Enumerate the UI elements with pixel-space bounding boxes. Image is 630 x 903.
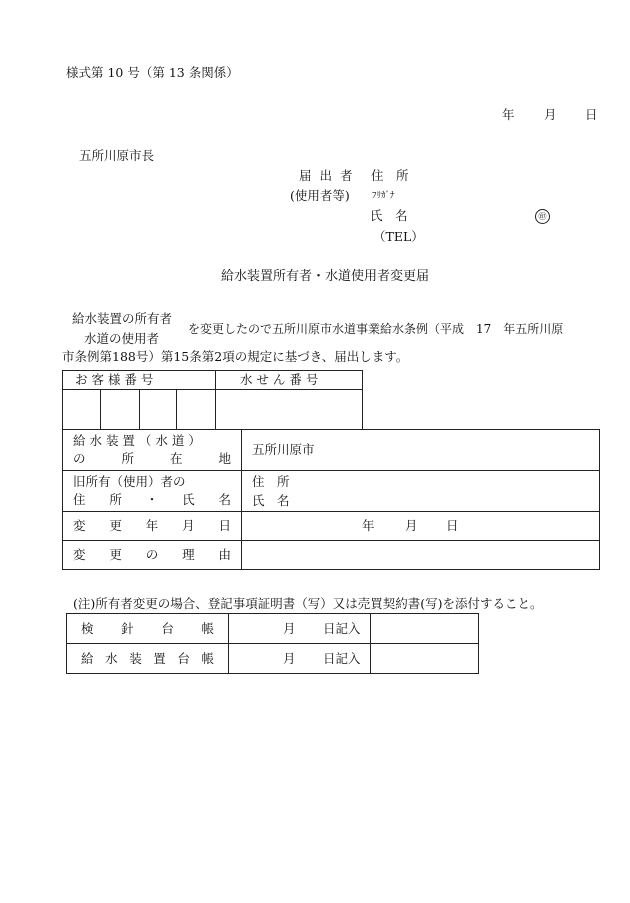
- ledger-device-chi: 置: [153, 650, 166, 666]
- old-owner-label-line-2: [73, 493, 231, 507]
- old-owner-label: [63, 471, 242, 512]
- change-date-label-kou: 更: [109, 518, 122, 534]
- old-owner-label-ju: 住: [73, 492, 86, 507]
- old-owner-label-sho: 所: [109, 492, 122, 507]
- ledger-meter-shin: 針: [121, 620, 134, 636]
- detail-table: [62, 429, 600, 570]
- location-label: [63, 430, 242, 471]
- ledger-meter-day: 日記入: [323, 621, 361, 636]
- old-owner-value[interactable]: [242, 471, 600, 512]
- ledger-device-sui: 水: [105, 650, 118, 666]
- customer-number-cell-2[interactable]: [101, 390, 139, 430]
- ledger-meter-chou: 帳: [201, 620, 214, 636]
- old-address-label: 住 所: [252, 473, 290, 489]
- tel-label: （TEL）: [373, 229, 424, 244]
- reason-label-text: [73, 548, 231, 562]
- location-label-line-1: [73, 434, 231, 448]
- location-label-line-2: [73, 452, 231, 466]
- ledger-row-meter-date[interactable]: [229, 614, 371, 644]
- body-line-1: を変更したので五所川原市水道事業給水条例（平成 17 年五所川原: [188, 322, 564, 336]
- option-owner: 給水装置の所有者: [72, 311, 173, 326]
- change-date-label-gatsu: 月: [182, 518, 195, 534]
- customer-number-header: [63, 371, 216, 390]
- ledger-row-device-stamp[interactable]: [371, 644, 479, 674]
- seal-icon: ㊞: [535, 209, 550, 224]
- change-date-label-nen: 年: [145, 518, 159, 534]
- note: (注)所有者変更の場合、登記事項証明書（写）又は売買契約書(写)を添付すること。: [73, 596, 543, 611]
- customer-number-cell-3[interactable]: [139, 390, 177, 430]
- change-date-label-text: [73, 519, 231, 533]
- old-owner-label-line-1: 旧所有（使用）者の: [73, 474, 186, 490]
- address-label: 住 所: [371, 168, 409, 183]
- location-label-no: の: [73, 451, 86, 466]
- ledger-row-meter-stamp[interactable]: [371, 614, 479, 644]
- ledger-device-chou: 帳: [201, 650, 214, 666]
- location-label-chi: 地: [218, 451, 231, 466]
- reason-label: [63, 541, 242, 570]
- ledger-row-device-date[interactable]: [229, 644, 371, 674]
- old-name-label: 氏 名: [252, 492, 290, 508]
- number-table: [62, 370, 363, 430]
- date-day: 日: [585, 107, 598, 122]
- reason-label-kou: 更: [109, 547, 122, 563]
- reporter-label: 届 出 者: [299, 168, 355, 183]
- date-year: 年: [502, 107, 515, 122]
- addressee: 五所川原市長: [79, 148, 155, 163]
- reason-label-ri: 理: [182, 547, 195, 563]
- customer-number-cell-4[interactable]: [177, 390, 216, 430]
- old-owner-label-shi: 氏: [182, 492, 195, 507]
- change-date-year: 年: [362, 518, 375, 533]
- old-owner-label-mei: 名: [218, 492, 231, 507]
- change-date-label-hi: 日: [218, 518, 231, 534]
- form-number: 様式第 10 号（第 13 条関係）: [66, 65, 239, 80]
- location-value[interactable]: 五所川原市: [242, 430, 600, 471]
- ledger-device-kyuu: 給: [81, 650, 94, 666]
- old-owner-label-dot: ・: [145, 492, 159, 507]
- reason-label-no: の: [145, 547, 159, 563]
- change-date-label: [63, 512, 242, 541]
- ledger-row-device-label: [67, 644, 229, 674]
- name-label: 氏 名: [370, 208, 408, 223]
- change-date-day: 日: [446, 518, 459, 533]
- ledger-device-day: 日記入: [323, 651, 361, 666]
- location-label-text-1: 給 水 装 置 （ 水 道 ）: [73, 433, 201, 449]
- customer-number-cell-1[interactable]: [63, 390, 101, 430]
- ledger-row-meter-label: [67, 614, 229, 644]
- faucet-number-cell[interactable]: [215, 390, 362, 430]
- faucet-number-header: 水 せ ん 番 号: [215, 371, 362, 390]
- ledger-meter-ken: 検: [81, 620, 94, 636]
- date-month: 月: [544, 107, 557, 122]
- change-date-label-hen: 変: [73, 518, 86, 534]
- furigana-label: ﾌﾘｶﾞﾅ: [372, 191, 395, 201]
- body-line-2: 市条例第188号）第15条第2項の規定に基づき、届出します。: [62, 349, 409, 364]
- reason-label-yu: 由: [218, 547, 231, 563]
- change-date-month: 月: [405, 518, 418, 533]
- ledger-meter-dai: 台: [161, 620, 174, 636]
- user-label: (使用者等): [290, 188, 350, 203]
- change-date-value[interactable]: [242, 512, 600, 541]
- ledger-device-sou: 装: [129, 650, 142, 666]
- option-user: 水道の使用者: [84, 331, 160, 346]
- reason-label-hen: 変: [73, 547, 86, 563]
- form-title: 給水装置所有者・水道使用者変更届: [221, 269, 430, 284]
- ledger-device-month: 月: [283, 651, 296, 666]
- ledger-row-meter-label-text: [81, 622, 214, 636]
- ledger-device-dai: 台: [177, 650, 190, 666]
- ledger-meter-month: 月: [283, 621, 296, 636]
- ledger-row-device-label-text: [81, 652, 214, 666]
- ledger-table: [66, 613, 479, 674]
- location-label-sho: 所: [121, 451, 134, 466]
- customer-number-header-text: お 客 様 番 号: [75, 372, 154, 388]
- reason-value[interactable]: [242, 541, 600, 570]
- location-label-zai: 在: [169, 451, 183, 466]
